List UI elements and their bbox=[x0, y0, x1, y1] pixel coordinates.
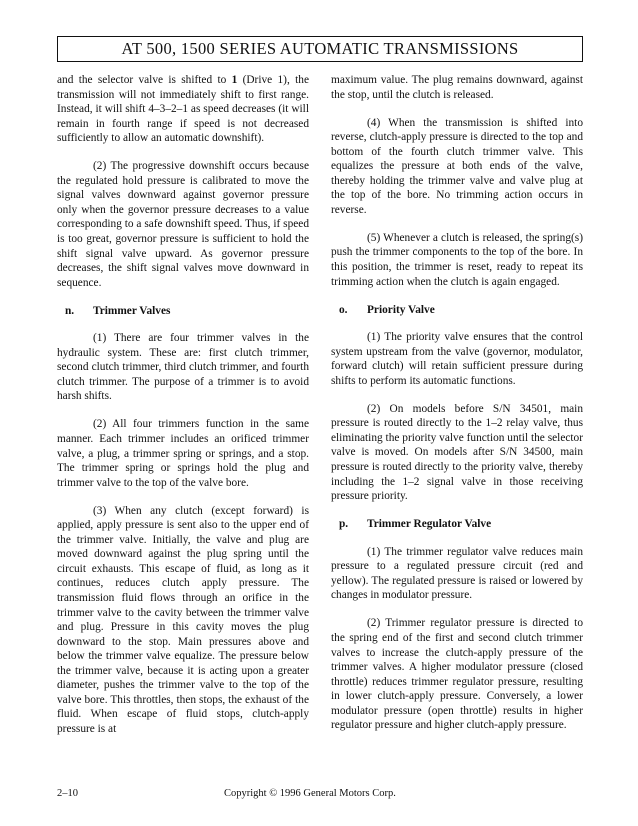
paragraph-priority-1: (1) The priority valve ensures that the control system upstream from the valve (governor, modulator, forward clutch) will retain sufficient pressure during shifts to perform its automatic functions. bbox=[331, 331, 583, 387]
right-column bbox=[331, 73, 583, 746]
paragraph-plug-remains: maximum value. The plug remains downward, against the stop, until the clutch is released. bbox=[331, 74, 583, 101]
drive-1-bold: 1 bbox=[231, 74, 238, 86]
page-number: 2–10 bbox=[57, 788, 78, 799]
section-heading-trimmer-regulator bbox=[331, 517, 583, 532]
section-heading-trimmer-valves bbox=[57, 304, 309, 319]
text-run: (Drive 1), the transmission will not immediately shift to first range. Instead, it will shift 4–3–2–1 as speed decreases (it will remain in fourth range if speed is not decreased sufficiently to allow an automatic downshift). bbox=[57, 74, 309, 145]
paragraph-trimmer-2: (2) All four trimmers function in the same manner. Each trimmer includes an orificed trimmer valve, a plug, a trimmer spring or springs, and a stop. The trimmer spring or springs hold the plug and trimmer valve to the top of the valve bore. bbox=[57, 418, 309, 489]
header-title: AT 500, 1500 SERIES AUTOMATIC TRANSMISSIONS bbox=[121, 39, 519, 58]
paragraph-trimmer-4: (4) When the transmission is shifted into reverse, clutch-apply pressure is directed to the top and bottom of the fourth clutch trimmer valve. This equalizes the pressure at both ends of the valve, thereby holding the trimmer valve and valve plug at the top of the bore. No trimming action occurs in reverse. bbox=[331, 116, 583, 216]
page-header bbox=[57, 36, 583, 62]
paragraph-regulator-1: (1) The trimmer regulator valve reduces main pressure to a regulated pressure circuit (red and yellow). The regulated pressure is raised or lowered by changes in modulator pressure. bbox=[331, 545, 583, 602]
section-letter: p. bbox=[339, 518, 349, 531]
text-run: and the selector valve is shifted to bbox=[57, 74, 232, 86]
paragraph-priority-2: (2) On models before S/N 34501, main pressure is routed directly to the 1–2 relay valve, thus eliminating the priority valve function until the selector valve is moved. On models after S/N 34500, main pressure is routed directly to the priority valve, thereby including the 1–2 signal valve in those receiving pressure priority. bbox=[331, 402, 583, 503]
paragraph-progressive-downshift: (2) The progressive downshift occurs because the regulated hold pressure is calibrated to move the signal valves downward against governor pressure only when the governor pressure decreases to a value corresponding to a safe downshift speed. Thus, if speed is too great, governor pressure is sufficient to hold the shift signal valve upward. As governor pressure decreases, the shift signal valves move downward in sequence. bbox=[57, 160, 309, 289]
paragraph-trimmer-1: (1) There are four trimmer valves in the hydraulic system. These are: first clutch trimmer, second clutch trimmer, third clutch trimmer, and fourth clutch trimmer. The purpose of a trimmer is to avoid harsh shifts. bbox=[57, 332, 309, 403]
section-title: Trimmer Valves bbox=[93, 304, 171, 317]
paragraph-trimmer-3: (3) When any clutch (except forward) is applied, apply pressure is sent also to the upper end of the trimmer valve. Initially, the valve and plug are moved downward against the plug spring until the circuit exhausts. This escape of fluid, as long as it continues, reduces clutch apply pressure. The transmission fluid flows through an orifice in the trimmer valve to the cavity between the trimmer valve and plug. Pressure in this cavity moves the plug downward to the stop. Main pressures above and below the trimmer valve equalize. The pressure below the trimmer valve, because it is acting upon a greater diameter, pushes the trimmer valve to the top of the valve bore. This throttles, then stops, the exhaust of the fluid. When escape of fluid stops, clutch-apply pressure is at bbox=[57, 504, 309, 735]
section-title: Priority Valve bbox=[367, 303, 435, 316]
copyright-notice: Copyright © 1996 General Motors Corp. bbox=[224, 788, 396, 799]
section-title: Trimmer Regulator Valve bbox=[367, 518, 492, 531]
section-letter: n. bbox=[65, 304, 75, 317]
paragraph-regulator-2: (2) Trimmer regulator pressure is directed to the spring end of the first and second clutch trimmer valves to increase the clutch-apply pressure of the trimmer valves. A higher modulator pressure (closed throttle) reduces trimmer regulator pressure, resulting in lower clutch-apply pressure. Conversely, a lower modulator pressure (open throttle) results in higher regulator pressure and higher clutch-apply pressure. bbox=[331, 617, 583, 732]
section-heading-priority-valve bbox=[331, 303, 583, 318]
paragraph-selector-continued bbox=[57, 73, 309, 146]
left-column bbox=[57, 73, 309, 750]
section-letter: o. bbox=[339, 303, 348, 316]
paragraph-trimmer-5: (5) Whenever a clutch is released, the spring(s) push the trimmer components to the top of the bore. In this position, the trimmer is reset, ready to repeat its trimming action when the clutch is again engaged. bbox=[331, 231, 583, 288]
